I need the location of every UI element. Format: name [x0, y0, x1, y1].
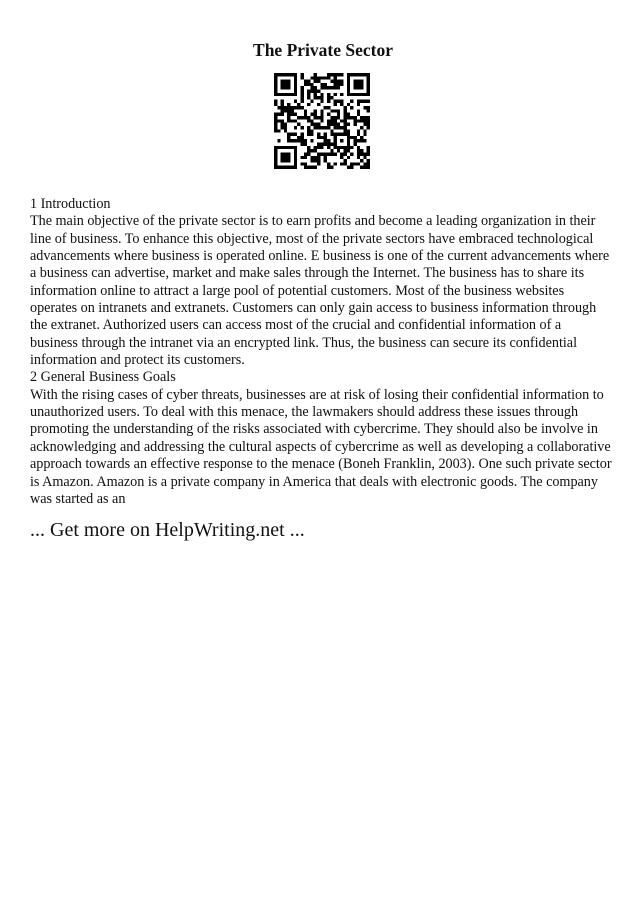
section-paragraph-introduction: The main objective of the private sector is to earn profits and become a leading organization in their line of business. To enhance this objective, most of the private sectors have embraced technological advancements where business is operated online. E business is one of the current advancements where a business can advertise, market and make sales through the Internet. The business has to share its information online to attract a large pool of potential customers. Most of the business websites operates on intranets and extranets. Customers can only gain access to business information through the extranet. Authorized users can access most of the crucial and confidential information of a business through the intranet via an encrypted link. Thus, the business can secure its confidential information and protect its customers. [30, 213, 610, 369]
document-title: The Private Sector [253, 40, 393, 60]
section-heading-introduction: 1 Introduction [30, 196, 111, 212]
section-paragraph-business-goals: With the rising cases of cyber threats, businesses are at risk of losing their confidential information to unauthorized users. To deal with this menace, the lawmakers should address these issues through promoting the understanding of the risks associated with cybercrime. They should also be involve in acknowledging and addressing the cultural aspects of cybercrime as well as developing a collaborative approach towards an effective response to the menace (Boneh Franklin, 2003). One such private sector is Amazon. Amazon is a private company in America that deals with electronic goods. The company was started as an [30, 386, 612, 507]
document-body [30, 196, 612, 508]
qr-code-icon [274, 73, 370, 169]
get-more-link[interactable]: ... Get more on HelpWriting.net ... [30, 519, 305, 541]
section-heading-business-goals: 2 General Business Goals [30, 369, 176, 386]
